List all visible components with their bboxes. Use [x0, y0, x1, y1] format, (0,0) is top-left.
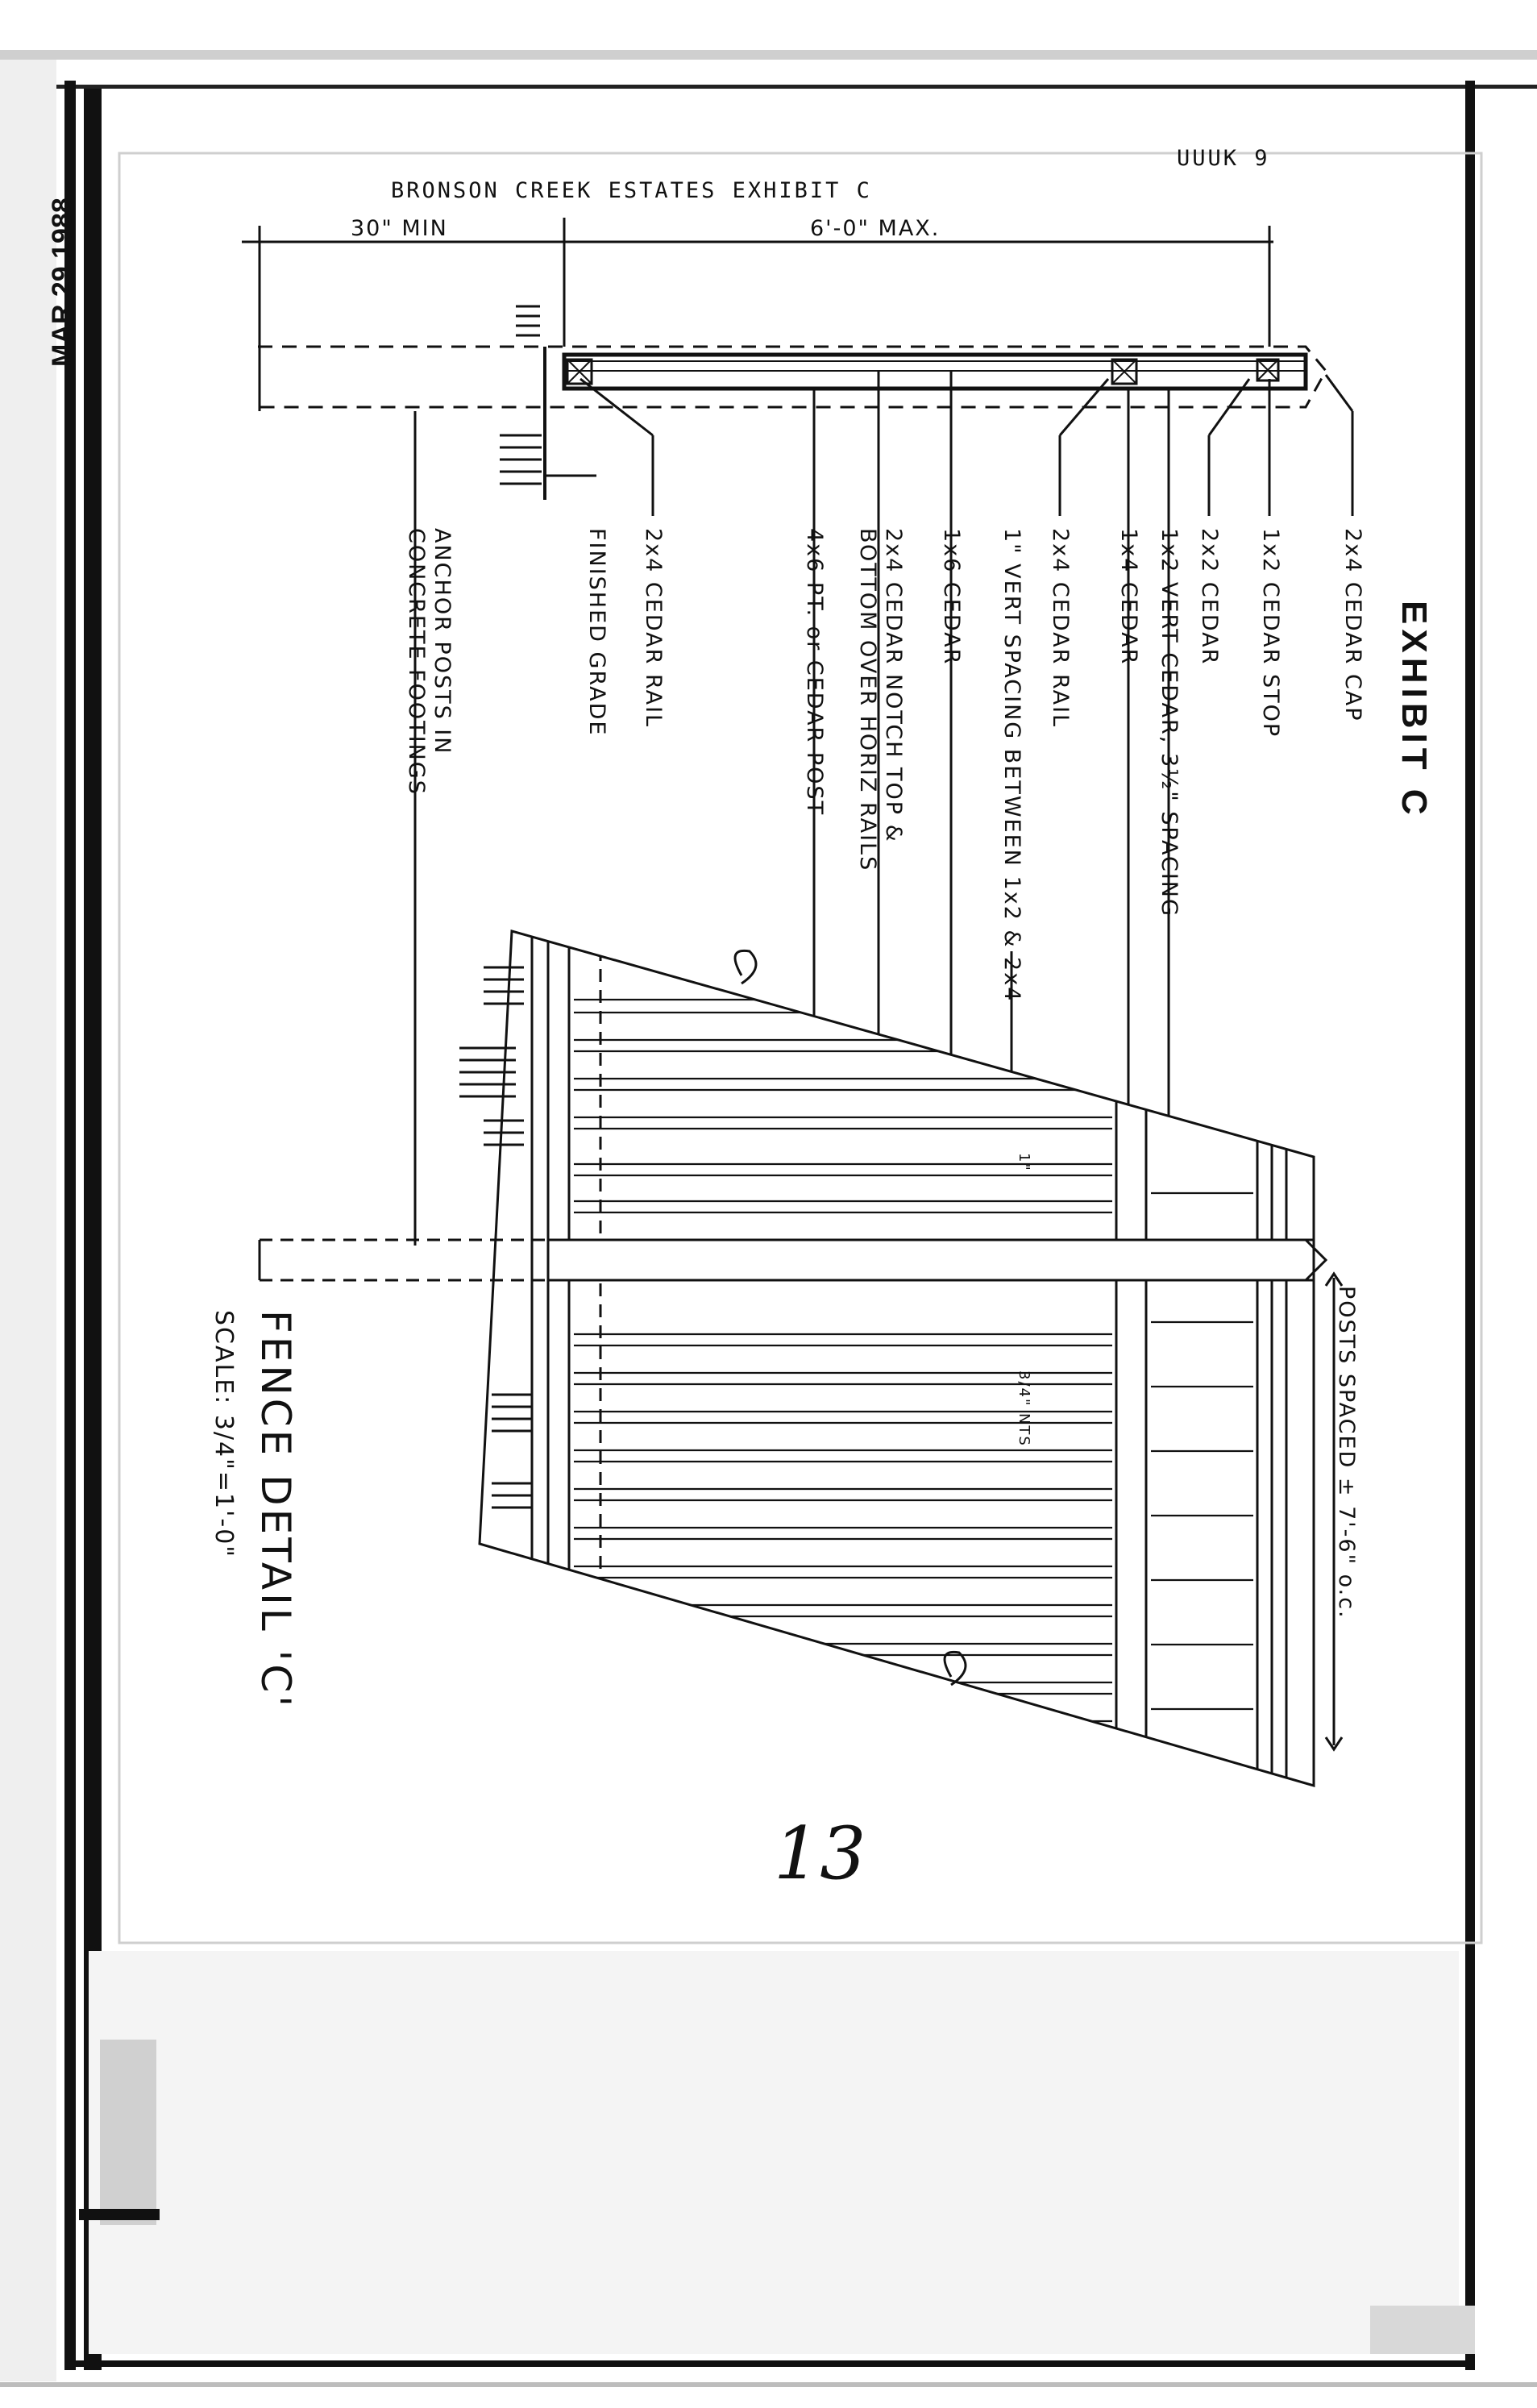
- page-number: 13: [774, 1811, 866, 1896]
- small-dim-1in: [1016, 1153, 1032, 1172]
- callout-finished-grade: [584, 528, 609, 736]
- svg-text:2x4 CEDAR CAP: 2x4 CEDAR CAP: [1340, 528, 1365, 722]
- svg-text:1" VERT SPACING BETWEEN 1x2 &: 1" VERT SPACING BETWEEN 1x2 & 2x4: [999, 528, 1024, 1003]
- post-spacing-label: [1334, 1286, 1359, 1620]
- callout-cedar-1x4: [1116, 528, 1141, 665]
- svg-text:2x4 CEDAR RAIL: 2x4 CEDAR RAIL: [641, 528, 666, 729]
- svg-text:SCALE: 3/4"=1'-0": SCALE: 3/4"=1'-0": [210, 1310, 238, 1559]
- dimension-30-min: 30" MIN: [351, 216, 448, 241]
- received-stamp-text: MAR 29 1988: [47, 198, 77, 367]
- svg-text:CONCRETE FOOTINGS: CONCRETE FOOTINGS: [404, 528, 429, 796]
- svg-text:1x6 CEDAR: 1x6 CEDAR: [939, 528, 964, 666]
- callout-cedar-1x6: [939, 528, 964, 665]
- svg-text:FENCE DETAIL 'C': FENCE DETAIL 'C': [252, 1310, 299, 1711]
- svg-text:1x2 CEDAR STOP: 1x2 CEDAR STOP: [1258, 528, 1283, 738]
- svg-text:2x4 CEDAR RAIL: 2x4 CEDAR RAIL: [1048, 528, 1073, 729]
- exhibit-label: [1394, 601, 1434, 820]
- svg-text:ANCHOR POSTS IN: ANCHOR POSTS IN: [430, 528, 455, 755]
- svg-text:1x2 VERT CEDAR, 3½" SPACING: 1x2 VERT CEDAR, 3½" SPACING: [1157, 528, 1182, 917]
- small-dim-3-4-nts: [1016, 1370, 1032, 1447]
- callout-anchor-line2: [404, 528, 429, 796]
- callout-notch-line2: [855, 528, 880, 871]
- svg-text:FINISHED GRADE: FINISHED GRADE: [584, 528, 609, 737]
- svg-text:POSTS SPACED ± 7'-6" o.c.: POSTS SPACED ± 7'-6" o.c.: [1334, 1286, 1359, 1620]
- callout-anchor-line1: [430, 528, 455, 755]
- callout-vert-spacing: [999, 528, 1024, 1002]
- callout-post: [802, 528, 827, 816]
- callout-stop: [1258, 528, 1283, 738]
- svg-text:1x4 CEDAR: 1x4 CEDAR: [1116, 528, 1141, 666]
- svg-text:2x2 CEDAR: 2x2 CEDAR: [1197, 528, 1222, 666]
- header-corner-text: UUUK 9: [1177, 146, 1270, 171]
- received-date-stamp: [47, 198, 77, 367]
- fence-detail-title: [252, 1310, 299, 1710]
- dimension-6ft-max: 6'-0" MAX.: [810, 216, 941, 241]
- svg-text:BOTTOM OVER HORIZ RAILS: BOTTOM OVER HORIZ RAILS: [855, 528, 880, 872]
- svg-text:EXHIBIT C: EXHIBIT C: [1394, 601, 1434, 820]
- svg-text:1": 1": [1016, 1153, 1032, 1172]
- svg-text:3/4" NTS: 3/4" NTS: [1016, 1370, 1032, 1447]
- callout-notch-line1: [881, 528, 906, 843]
- svg-text:2x4 CEDAR NOTCH TOP &: 2x4 CEDAR NOTCH TOP &: [881, 528, 906, 843]
- callout-vert-1x2: [1157, 528, 1182, 917]
- callout-rail-2x4-lower: [641, 528, 666, 728]
- callout-rail-2x4: [1048, 528, 1073, 728]
- scale-note: [210, 1310, 238, 1558]
- callout-cedar-2x2: [1197, 528, 1222, 665]
- header-title: BRONSON CREEK ESTATES EXHIBIT C: [391, 178, 872, 203]
- svg-text:4x6 PT. or CEDAR POST: 4x6 PT. or CEDAR POST: [802, 528, 827, 817]
- callout-cap: [1340, 528, 1365, 722]
